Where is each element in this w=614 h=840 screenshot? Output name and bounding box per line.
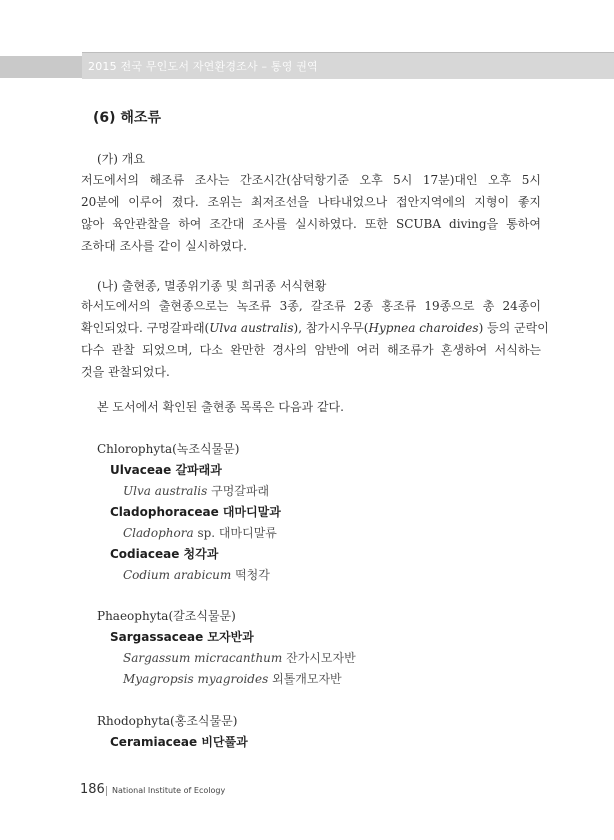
species-ulva xyxy=(123,482,269,499)
species-codium-sci: Codium arabicum xyxy=(123,568,232,582)
occurrence-line-4: 것을 관찰되었다. xyxy=(81,365,170,379)
header-title: 2015 전국 무인도서 자연환경조사 – 통영 권역 xyxy=(88,60,318,73)
occurrence-line-2-c: ) 등의 군락이 xyxy=(478,321,549,335)
overview-line-1: 저도에서의 해조류 조사는 간조시간(삼덕항기준 오후 5시 17분)대인 오후 5시 xyxy=(81,173,541,187)
footer-divider xyxy=(106,786,107,796)
footer-publisher: National Institute of Ecology xyxy=(112,786,226,795)
species-codium-kor: 떡청각 xyxy=(235,568,270,582)
section-title: (6) 해조류 xyxy=(93,110,161,126)
running-header xyxy=(0,52,614,78)
species-sargassum-kor: 잔가시모자반 xyxy=(286,651,356,665)
phylum-phaeophyta: Phaeophyta(갈조식물문) xyxy=(97,609,236,623)
family-sargassaceae: Sargassaceae 모자반과 xyxy=(110,630,254,644)
species-ulva-kor: 구멍갈파래 xyxy=(211,484,270,498)
species-ulva-inline: Ulva australis xyxy=(209,321,294,335)
species-hypnea-inline: Hypnea charoides xyxy=(368,321,479,335)
family-cladophoraceae: Cladophoraceae 대마디말과 xyxy=(110,505,281,519)
occurrence-line-3: 다수 관찰 되었으며, 다소 완만한 경사의 암반에 여러 해조류가 혼생하여 서식하는 xyxy=(81,343,541,357)
occurrence-line-2-b: ), 참가시우무( xyxy=(293,321,369,335)
overview-heading: (가) 개요 xyxy=(97,152,145,166)
overview-line-3: 않아 육안관찰을 하여 조간대 조사를 실시하였다. 또한 SCUBA diving을 통하여 xyxy=(81,217,541,231)
phylum-rhodophyta: Rhodophyta(홍조식물문) xyxy=(97,714,238,728)
species-cladophora-sci: Cladophora xyxy=(123,526,194,540)
occurrence-line-2-a: 확인되었다. 구멍갈파래( xyxy=(81,321,210,335)
species-cladophora-sp: sp. xyxy=(197,526,216,540)
overview-line-4: 조하대 조사를 같이 실시하였다. xyxy=(81,239,247,253)
species-ulva-sci: Ulva australis xyxy=(123,484,208,498)
phylum-chlorophyta: Chlorophyta(녹조식물문) xyxy=(97,442,240,456)
occurrence-line-1: 하서도에서의 출현종으로는 녹조류 3종, 갈조류 2종 홍조류 19종으로 총 24종이 xyxy=(81,299,541,313)
occurrence-line-2 xyxy=(81,319,549,336)
list-intro: 본 도서에서 확인된 출현종 목록은 다음과 같다. xyxy=(97,400,344,414)
species-sargassum-sci: Sargassum micracanthum xyxy=(123,651,283,665)
species-cladophora xyxy=(123,524,277,541)
species-cladophora-kor: 대마디말류 xyxy=(218,526,277,540)
species-sargassum xyxy=(123,649,356,666)
species-myagropsis xyxy=(123,670,342,687)
family-ulvaceae: Ulvaceae 갈파래과 xyxy=(110,463,222,477)
species-myagropsis-kor: 외톨개모자반 xyxy=(272,672,342,686)
family-ceramiaceae: Ceramiaceae 비단풀과 xyxy=(110,735,248,749)
page-number: 186 xyxy=(80,782,105,797)
overview-line-2: 20분에 이루어 졌다. 조위는 최저조선을 나타내었으나 접안지역에의 지형이 좋지 xyxy=(81,195,541,209)
family-codiaceae: Codiaceae 청각과 xyxy=(110,547,219,561)
occurrence-heading: (나) 출현종, 멸종위기종 및 희귀종 서식현황 xyxy=(97,279,327,293)
species-codium xyxy=(123,566,270,583)
species-myagropsis-sci: Myagropsis myagroides xyxy=(123,672,269,686)
